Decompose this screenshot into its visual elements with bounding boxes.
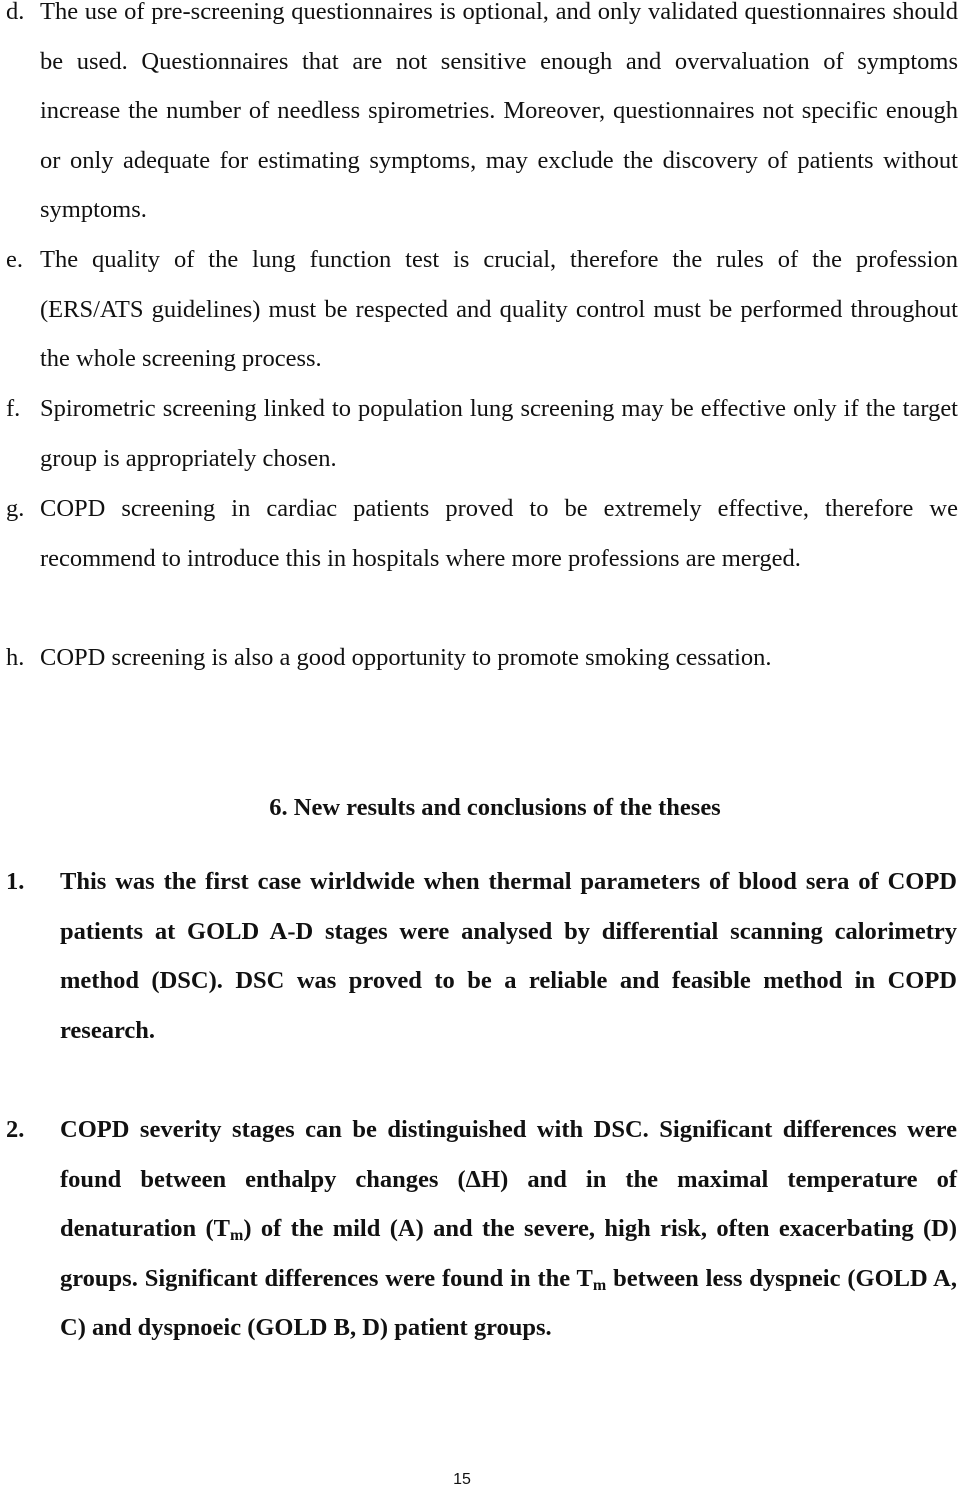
list-item-d: [6, 0, 958, 235]
conclusion-text: [6, 1105, 957, 1353]
conclusion-text: This was the first case wirldwide when thermal parameters of blood sera of COPD patients at GOLD A-D stages were analysed by differential scanning calorimetry method (DSC). DSC was proved to be a reliable and feasible method in COPD research.: [60, 868, 957, 1044]
conclusion-marker: 1.: [6, 868, 25, 895]
list-item-text: COPD screening is also a good opportunity to promote smoking cessation.: [40, 644, 772, 671]
list-item-text: Spirometric screening linked to population lung screening may be effective only if the target group is appropriately chosen.: [40, 395, 958, 472]
list-item-text: The quality of the lung function test is crucial, therefore the rules of the profession (ERS/ATS guidelines) must be respected and quality control must be performed throughout the whole screening process.: [40, 246, 958, 373]
section-heading: [0, 783, 960, 833]
list-item-h: [6, 633, 958, 683]
list-item-text: The use of pre-screening questionnaires is optional, and only validated questionnaires should be used. Questionnaires that are not sensitive enough and overvaluation of symptoms increase the number of needless spirometries. Moreover, questionnaires not specific enough or only adequate for estimating symptoms, may exclude the discovery of patients without symptoms.: [40, 0, 958, 224]
list-marker: f.: [6, 395, 21, 422]
list-marker: g.: [6, 495, 25, 522]
page-number: 15: [453, 1471, 471, 1488]
list-item-g: [6, 484, 958, 583]
conclusion-text-part: between less dyspneic (GOLD A, C) and dyspnoeic (GOLD B, D) patient groups.: [60, 1264, 957, 1342]
list-item-f: [6, 384, 958, 483]
conclusion-text-part: ) of the mild (A) and the severe, high risk, often exacerbating (D) groups. Significant differences were found in the T: [60, 1215, 957, 1292]
conclusion-item-1: [6, 857, 957, 1055]
conclusion-text-part: COPD severity stages can be distinguished with DSC. Significant differences were found between enthalpy changes (ΔH) and in the maximal temperature of denaturation (T: [60, 1116, 957, 1243]
list-marker: d.: [6, 0, 25, 25]
subscript: m: [230, 1227, 244, 1245]
conclusion-item-2: [6, 1105, 957, 1353]
list-item-e: [6, 235, 958, 384]
subscript: m: [592, 1276, 607, 1294]
list-item-text: COPD screening in cardiac patients proved to be extremely effective, therefore we recommend to introduce this in hospitals where more professions are merged.: [40, 495, 958, 572]
list-marker: h.: [6, 644, 25, 671]
section-number: 6.: [269, 794, 288, 821]
list-marker: e.: [6, 246, 23, 273]
conclusion-marker: 2.: [6, 1116, 25, 1143]
section-title: New results and conclusions of the theses: [293, 794, 721, 821]
